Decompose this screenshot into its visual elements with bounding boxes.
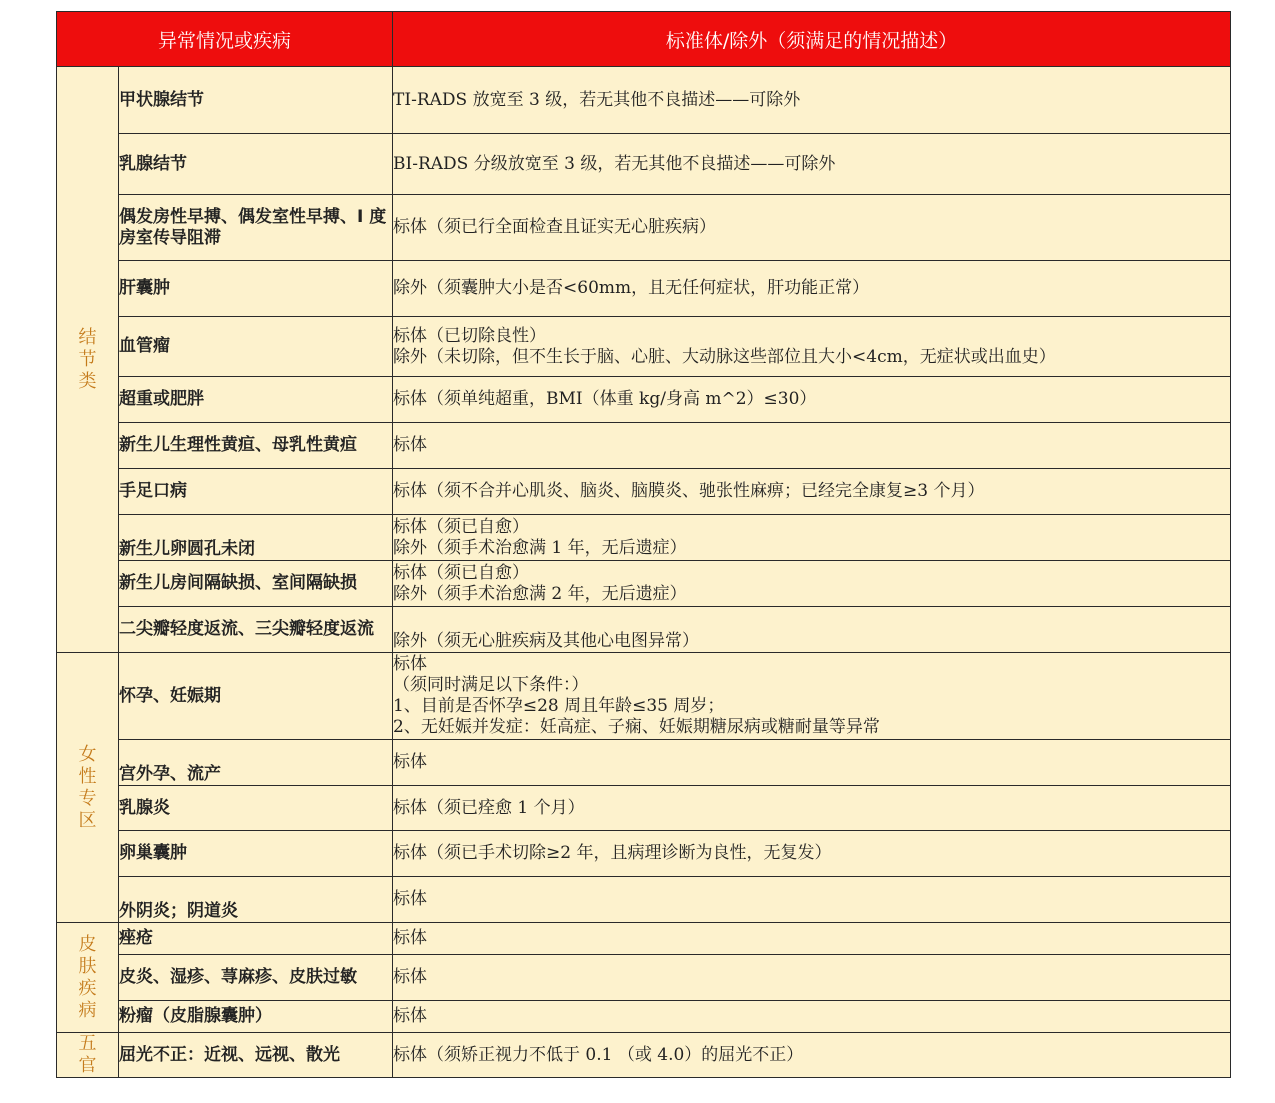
table-row <box>57 423 1231 469</box>
condition-desc: 标体（已切除良性） 除外（未切除，但不生长于脑、心脏、大动脉这些部位且大小<4cm，无症状或出血史） <box>393 317 1231 377</box>
header-standard: 标准体/除外（须满足的情况描述） <box>393 12 1231 67</box>
category-nodules: 结节类 <box>57 67 119 653</box>
condition-name: 甲状腺结节 <box>119 67 393 134</box>
condition-name: 痤疮 <box>119 923 393 955</box>
condition-name: 手足口病 <box>119 469 393 515</box>
table-row <box>57 561 1231 607</box>
table-row <box>57 195 1231 261</box>
condition-name: 宫外孕、流产 <box>119 740 393 786</box>
condition-desc: 标体 <box>393 1001 1231 1033</box>
condition-desc: 除外（须无心脏疾病及其他心电图异常） <box>393 607 1231 653</box>
condition-name: 皮炎、湿疹、荨麻疹、皮肤过敏 <box>119 955 393 1001</box>
condition-desc: 标体（须已自愈） 除外（须手术治愈满 2 年，无后遗症） <box>393 561 1231 607</box>
category-senses: 五官 <box>57 1033 119 1078</box>
table-row <box>57 831 1231 877</box>
condition-name: 乳腺炎 <box>119 786 393 831</box>
condition-desc: 标体 <box>393 423 1231 469</box>
table-row <box>57 134 1231 195</box>
table-row <box>57 515 1231 561</box>
table-row <box>57 923 1231 955</box>
table-row <box>57 786 1231 831</box>
table-row <box>57 740 1231 786</box>
category-skin: 皮肤疾病 <box>57 923 119 1033</box>
condition-desc: 标体 <box>393 877 1231 923</box>
category-female: 女性专区 <box>57 653 119 923</box>
condition-desc: TI-RADS 放宽至 3 级，若无其他不良描述——可除外 <box>393 67 1231 134</box>
condition-name: 怀孕、妊娠期 <box>119 653 393 740</box>
table-row <box>57 377 1231 423</box>
condition-desc: 标体 <box>393 955 1231 1001</box>
condition-name: 新生儿卵圆孔未闭 <box>119 515 393 561</box>
condition-name: 外阴炎；阴道炎 <box>119 877 393 923</box>
condition-desc: 标体（须矫正视力不低于 0.1 （或 4.0）的屈光不正） <box>393 1033 1231 1078</box>
table-row <box>57 469 1231 515</box>
condition-name: 偶发房性早搏、偶发室性早搏、I 度房室传导阻滞 <box>119 195 393 261</box>
condition-desc: 标体 <box>393 740 1231 786</box>
condition-desc: 标体 （须同时满足以下条件：） 1、目前是否怀孕≤28 周且年龄≤35 周岁； 2、无妊娠并发症：妊高症、子痫、妊娠期糖尿病或糖耐量等异常 <box>393 653 1231 740</box>
condition-name: 卵巢囊肿 <box>119 831 393 877</box>
condition-name: 粉瘤（皮脂腺囊肿） <box>119 1001 393 1033</box>
medical-conditions-table <box>56 11 1231 1078</box>
condition-desc: 标体（须已行全面检查且证实无心脏疾病） <box>393 195 1231 261</box>
table-row <box>57 653 1231 740</box>
condition-desc: 标体（须不合并心肌炎、脑炎、脑膜炎、驰张性麻痹；已经完全康复≥3 个月） <box>393 469 1231 515</box>
header-row <box>57 12 1231 67</box>
condition-name: 乳腺结节 <box>119 134 393 195</box>
condition-name: 屈光不正：近视、远视、散光 <box>119 1033 393 1078</box>
table-row <box>57 261 1231 317</box>
table-row <box>57 877 1231 923</box>
table-row <box>57 67 1231 134</box>
table-row <box>57 317 1231 377</box>
condition-desc: 标体（须已痊愈 1 个月） <box>393 786 1231 831</box>
condition-name: 新生儿生理性黄疸、母乳性黄疸 <box>119 423 393 469</box>
condition-desc: 标体 <box>393 923 1231 955</box>
condition-desc: 标体（须已自愈） 除外（须手术治愈满 1 年，无后遗症） <box>393 515 1231 561</box>
condition-desc: 标体（须单纯超重，BMI（体重 kg/身高 m^2）≤30） <box>393 377 1231 423</box>
header-condition: 异常情况或疾病 <box>57 12 393 67</box>
condition-name: 新生儿房间隔缺损、室间隔缺损 <box>119 561 393 607</box>
table-row <box>57 1033 1231 1078</box>
table-row <box>57 955 1231 1001</box>
table-row <box>57 607 1231 653</box>
condition-name: 二尖瓣轻度返流、三尖瓣轻度返流 <box>119 607 393 653</box>
table-row <box>57 1001 1231 1033</box>
condition-name: 超重或肥胖 <box>119 377 393 423</box>
condition-name: 肝囊肿 <box>119 261 393 317</box>
condition-desc: 标体（须已手术切除≥2 年，且病理诊断为良性，无复发） <box>393 831 1231 877</box>
condition-desc: BI-RADS 分级放宽至 3 级，若无其他不良描述——可除外 <box>393 134 1231 195</box>
condition-desc: 除外（须囊肿大小是否<60mm，且无任何症状，肝功能正常） <box>393 261 1231 317</box>
condition-name: 血管瘤 <box>119 317 393 377</box>
